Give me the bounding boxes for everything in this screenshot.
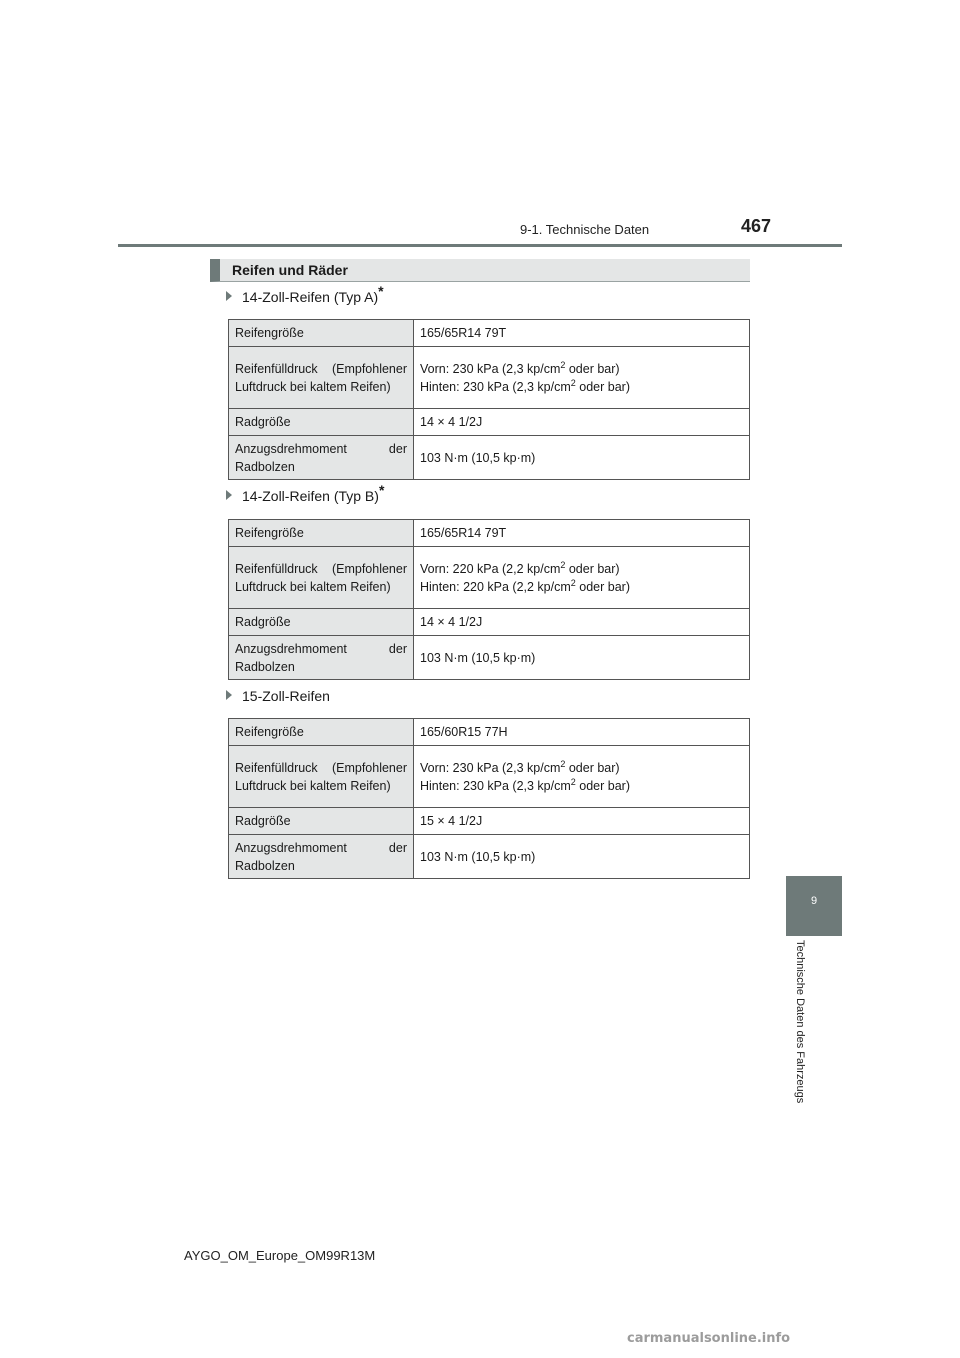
- table-row: [229, 808, 750, 835]
- table-row: [229, 347, 750, 409]
- arrow-bullet-icon: [226, 291, 232, 301]
- row-value: 103 N·m (10,5 kp·m): [414, 636, 750, 680]
- arrow-bullet-icon: [226, 490, 232, 500]
- row-value: Vorn: 220 kPa (2,2 $kp/cm^2$ oder bar) Hinten: 220 kPa (2,2 $kp/cm^2$ oder bar): [414, 547, 750, 609]
- table-row: [229, 520, 750, 547]
- table-row: [229, 636, 750, 680]
- table-title-14-type-a: [226, 283, 384, 305]
- row-key: Anzugsdrehmoment der Radbolzen: [229, 636, 414, 680]
- row-key: Radgröße: [229, 808, 414, 835]
- table-title-15-inch: [226, 688, 330, 704]
- footnote-mark: *: [378, 283, 384, 299]
- table-row: [229, 746, 750, 808]
- spec-table-14-type-b: [228, 519, 750, 680]
- running-header-section: 9-1. Technische Daten: [520, 222, 650, 237]
- table-row: [229, 320, 750, 347]
- row-value: 14 × 4 1/2J: [414, 609, 750, 636]
- section-heading: [210, 259, 750, 282]
- row-key: Radgröße: [229, 409, 414, 436]
- row-key: Anzugsdrehmoment der Radbolzen: [229, 835, 414, 879]
- row-key: Radgröße: [229, 609, 414, 636]
- chapter-tab: [786, 876, 842, 936]
- table-row: [229, 719, 750, 746]
- row-value: 14 × 4 1/2J: [414, 409, 750, 436]
- page-number: 467: [741, 216, 772, 236]
- table-row: [229, 409, 750, 436]
- table-title-text: 15-Zoll-Reifen: [242, 688, 330, 704]
- table-row: [229, 547, 750, 609]
- chapter-label: [786, 940, 810, 1136]
- chapter-label-text: Technische Daten des Fahrzeugs: [794, 940, 806, 1104]
- row-value: 15 × 4 1/2J: [414, 808, 750, 835]
- spec-table-15-inch: [228, 718, 750, 879]
- table-title-text: 14-Zoll-Reifen (Typ A): [242, 289, 379, 305]
- row-value: Vorn: 230 kPa (2,3 $kp/cm^2$ oder bar) Hinten: 230 kPa (2,3 $kp/cm^2$ oder bar): [414, 347, 750, 409]
- row-key: Reifengröße: [229, 320, 414, 347]
- row-key: Reifenfülldruck (Empfohlener Luftdruck bei kaltem Reifen): [229, 347, 414, 409]
- section-heading-text: Reifen und Räder: [232, 262, 348, 278]
- table-row: [229, 835, 750, 879]
- row-key: Reifengröße: [229, 520, 414, 547]
- row-key: Reifenfülldruck (Empfohlener Luftdruck bei kaltem Reifen): [229, 746, 414, 808]
- row-value: Vorn: 230 kPa (2,3 $kp/cm^2$ oder bar) Hinten: 230 kPa (2,3 $kp/cm^2$ oder bar): [414, 746, 750, 808]
- chapter-number: 9: [810, 895, 818, 907]
- arrow-bullet-icon: [226, 690, 232, 700]
- row-key: Reifenfülldruck (Empfohlener Luftdruck bei kaltem Reifen): [229, 547, 414, 609]
- table-row: [229, 609, 750, 636]
- table-row: [229, 436, 750, 480]
- row-value: 165/60R15 77H: [414, 719, 750, 746]
- row-key: Reifengröße: [229, 719, 414, 746]
- row-key: Anzugsdrehmoment der Radbolzen: [229, 436, 414, 480]
- table-title-text: 14-Zoll-Reifen (Typ B): [242, 488, 379, 504]
- table-title-14-type-b: [226, 482, 385, 504]
- footer-document-id: AYGO_OM_Europe_OM99R13M: [184, 1248, 376, 1263]
- row-value: 103 N·m (10,5 kp·m): [414, 436, 750, 480]
- header-rule: [118, 244, 842, 247]
- row-value: 165/65R14 79T: [414, 520, 750, 547]
- spec-table-14-type-a: [228, 319, 750, 480]
- row-value: 165/65R14 79T: [414, 320, 750, 347]
- watermark: carmanualsonline.info: [627, 1331, 791, 1346]
- row-value: 103 N·m (10,5 kp·m): [414, 835, 750, 879]
- footnote-mark: *: [378, 482, 385, 498]
